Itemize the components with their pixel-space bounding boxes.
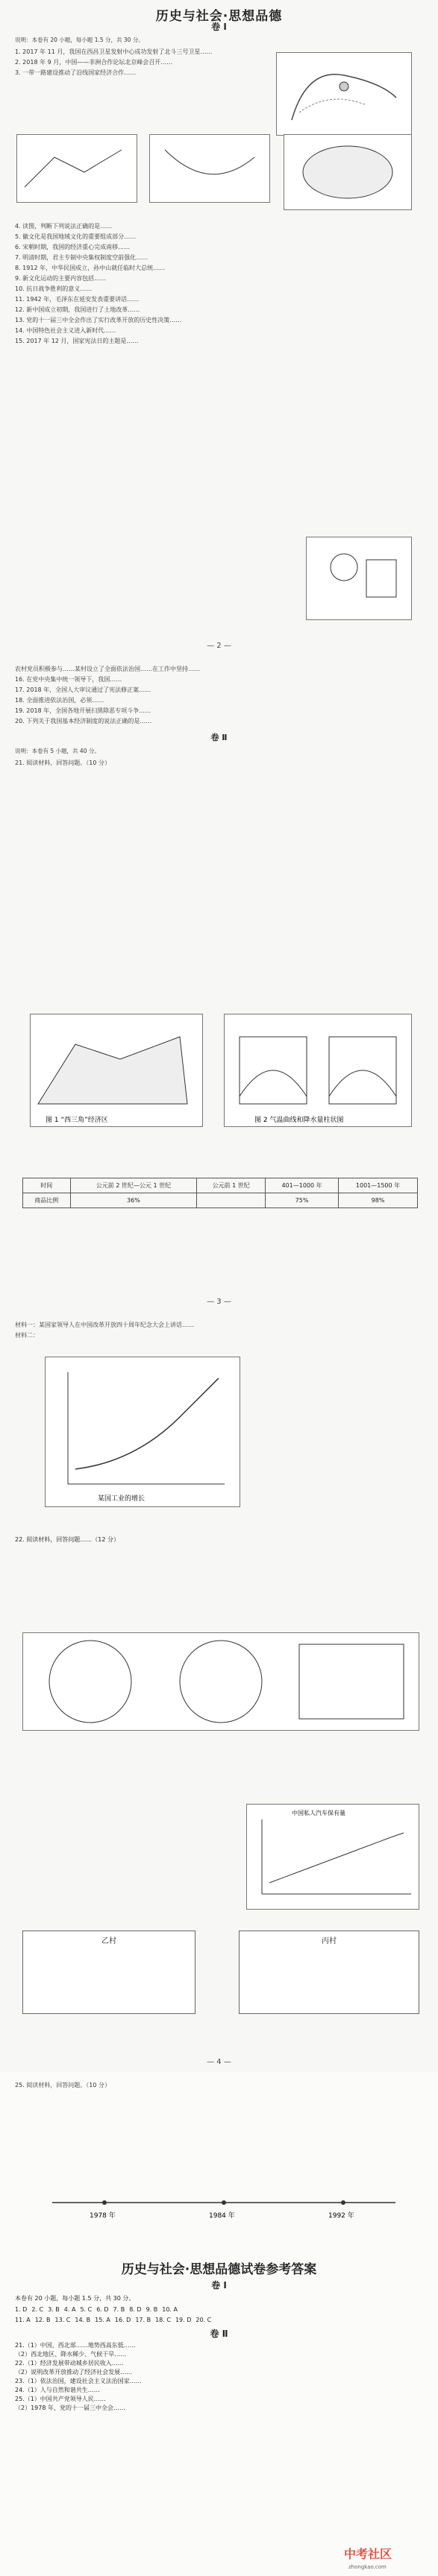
answer-item: 3. B <box>48 2306 60 2313</box>
figure-caption: 某国工业的增长 <box>98 1495 146 1503</box>
answer-line: （2）说明改革开放推动了经济社会发展…… <box>15 2369 133 2375</box>
answer-item: 11. A <box>15 2317 31 2323</box>
timeline-label: 1978 年 <box>90 2212 116 2220</box>
page-3 <box>0 1312 438 2072</box>
question: 10. 抗日战争胜利的意义…… <box>15 285 93 292</box>
answer-item: 8. D <box>129 2306 142 2313</box>
answer-item: 14. B <box>75 2317 91 2323</box>
question: 9. 新文化运动的主要内容包括…… <box>15 275 107 282</box>
table-cell: 75% <box>266 1193 339 1208</box>
material-text: 材料二： <box>15 1332 39 1339</box>
table-cell: 98% <box>339 1193 418 1208</box>
table-cell: 商品比例 <box>23 1193 71 1208</box>
table-header: 公元前 1 世纪 <box>197 1178 266 1193</box>
car-ownership-chart <box>246 1804 419 1910</box>
question: 11. 1942 年，毛泽东在延安发表重要讲话…… <box>15 296 140 303</box>
figure-caption: 图 2 气温曲线和降水量柱状图 <box>254 1117 344 1124</box>
question: 22. 阅读材料，回答问题……（12 分） <box>15 1536 119 1543</box>
question: 2. 2018 年 9 月，中国——非洲合作论坛北京峰会召开…… <box>15 59 173 66</box>
answer-line: 21.（1）中国，西北部……地势西高东低…… <box>15 2342 136 2349</box>
answer-item: 2. C <box>31 2306 44 2313</box>
answer-line: （2）西北地区、降水稀少、气候干旱…… <box>15 2351 127 2358</box>
question: 14. 中国特色社会主义进入新时代…… <box>15 327 116 334</box>
answer-item: 17. B <box>135 2317 151 2323</box>
section-heading: 卷 Ⅱ <box>210 733 228 742</box>
answer-item: 12. B <box>34 2317 51 2323</box>
map-figure <box>276 52 412 136</box>
village-box <box>239 1931 419 2014</box>
answer-item: 19. D <box>175 2317 192 2323</box>
answer-section <box>0 2251 438 2413</box>
answer-item: 9. B <box>146 2306 158 2313</box>
box-label: 乙村 <box>101 1937 116 1945</box>
question: 7. 明清时期，君主专制中央集权制度空前强化…… <box>15 254 148 261</box>
answer-note: 本卷有 20 小题，每小题 1.5 分，共 30 分。 <box>15 2295 135 2302</box>
question: 17. 2018 年，全国人大审议通过了宪法修正案…… <box>15 686 151 693</box>
timeline-label: 1984 年 <box>209 2212 235 2220</box>
watermark-text: 中考社区 <box>344 2547 392 2561</box>
answer-item: 7. B <box>113 2306 125 2313</box>
answer-item: 5. C <box>80 2306 93 2313</box>
question: 16. 在党中央集中统一领导下，我国…… <box>15 676 122 683</box>
page-1 <box>0 0 438 656</box>
table-header: 公元前 2 世纪—公元 1 世纪 <box>70 1178 197 1193</box>
table-header: 时间 <box>23 1178 71 1193</box>
answer-line: 24.（1）人与自然和谐共生…… <box>15 2387 100 2393</box>
question: 12. 新中国成立初期，我国进行了土地改革…… <box>15 306 140 313</box>
question: 25. 阅读材料，回答问题。（10 分） <box>15 2082 110 2089</box>
page-2 <box>0 656 438 1312</box>
answer-item: 4. A <box>63 2306 76 2313</box>
answer-item: 10. A <box>162 2306 178 2313</box>
box-label: 丙村 <box>322 1937 337 1945</box>
answer-subtitle: 卷 Ⅰ <box>211 2280 227 2291</box>
intro-text: 农村党员积极参与……某村设立了全面依法治国……在工作中坚持…… <box>15 666 200 672</box>
cartoon-figure <box>306 537 412 620</box>
answer-item: 18. C <box>155 2317 171 2323</box>
figure-caption: 图 1 “西三角”经济区 <box>46 1117 108 1124</box>
table-cell: 36% <box>70 1193 197 1208</box>
answer-title: 历史与社会·思想品德试卷参考答案 <box>121 2262 317 2277</box>
exam-title: 历史与社会·思想品德 <box>155 9 283 24</box>
climate-chart <box>224 1014 412 1127</box>
material-text: 材料一：某国家领导人在中国改革开放四十周年纪念大会上讲话…… <box>15 1322 194 1328</box>
question: 15. 2017 年 12 月，国家宪法日的主题是…… <box>15 338 139 344</box>
question: 19. 2018 年，全国各地开展扫黑除恶专项斗争…… <box>15 707 151 714</box>
data-table <box>22 1178 418 1208</box>
answer-item: 13. C <box>54 2317 71 2323</box>
timeline-label: 1992 年 <box>328 2212 354 2220</box>
growth-figure <box>45 1357 240 1507</box>
cartoon-figure <box>22 1632 419 1731</box>
watermark-url: zhongkao.com <box>348 2564 387 2570</box>
site-watermark <box>341 2545 431 2572</box>
page-number: — 4 — <box>207 2058 231 2066</box>
map-figure <box>16 134 137 203</box>
question: 13. 党的十一届三中全会作出了实行改革开放的历史性决策…… <box>15 317 182 323</box>
table-cell <box>197 1193 266 1208</box>
question: 18. 全面推进依法治国，必须…… <box>15 697 104 704</box>
question: 4. 读图，判断下列说法正确的是…… <box>15 223 113 230</box>
chart-title: 中国私人汽车保有量 <box>292 1810 345 1816</box>
exam-note: 说明：本卷有 20 小题，每小题 1.5 分，共 30 分。 <box>15 37 144 43</box>
answer-item: 15. A <box>95 2317 110 2323</box>
page-number: — 2 — <box>207 642 231 650</box>
question: 20. 下列关于我国基本经济制度的说法正确的是…… <box>15 718 152 724</box>
page-4 <box>0 2072 438 2576</box>
question: 3. 一带一路建设推动了沿线国家经济合作…… <box>15 69 137 76</box>
answer-item: 6. D <box>96 2306 109 2313</box>
question: 6. 宋朝时期，我国的经济重心完成南移…… <box>15 244 131 250</box>
answer-line: 23.（1）依法治国，建设社会主义法治国家…… <box>15 2378 142 2384</box>
question: 1. 2017 年 11 月，我国在西昌卫星发射中心成功发射了北斗三号卫星…… <box>15 48 213 55</box>
table-header: 1001—1500 年 <box>339 1178 418 1193</box>
answer-item: 1. D <box>15 2306 28 2313</box>
answer-item: 20. C <box>195 2317 212 2323</box>
answer-item: 16. D <box>114 2317 131 2323</box>
answer-subtitle: 卷 Ⅱ <box>210 2329 228 2339</box>
section-note: 说明：本卷有 5 小题，共 40 分。 <box>15 748 100 754</box>
question: 21. 阅读材料，回答问题。（10 分） <box>15 760 110 766</box>
map-figure <box>30 1014 203 1127</box>
map-figure <box>149 134 270 203</box>
page-number: — 3 — <box>207 1298 231 1306</box>
answer-line: （2）1978 年，党的十一届三中全会…… <box>15 2405 125 2411</box>
answer-line: 25.（1）中国共产党领导人民…… <box>15 2396 106 2402</box>
timeline <box>45 2169 403 2236</box>
map-figure <box>284 134 412 210</box>
table-header: 401—1000 年 <box>266 1178 339 1193</box>
question: 8. 1912 年，中华民国成立，孙中山就任临时大总统…… <box>15 265 166 271</box>
question: 5. 徽文化是我国地域文化的重要组成部分…… <box>15 233 137 240</box>
answer-line: 22.（1）经济发展带动城乡居民收入…… <box>15 2360 124 2367</box>
exam-section: 卷 Ⅰ <box>211 22 227 32</box>
village-box <box>22 1931 195 2014</box>
